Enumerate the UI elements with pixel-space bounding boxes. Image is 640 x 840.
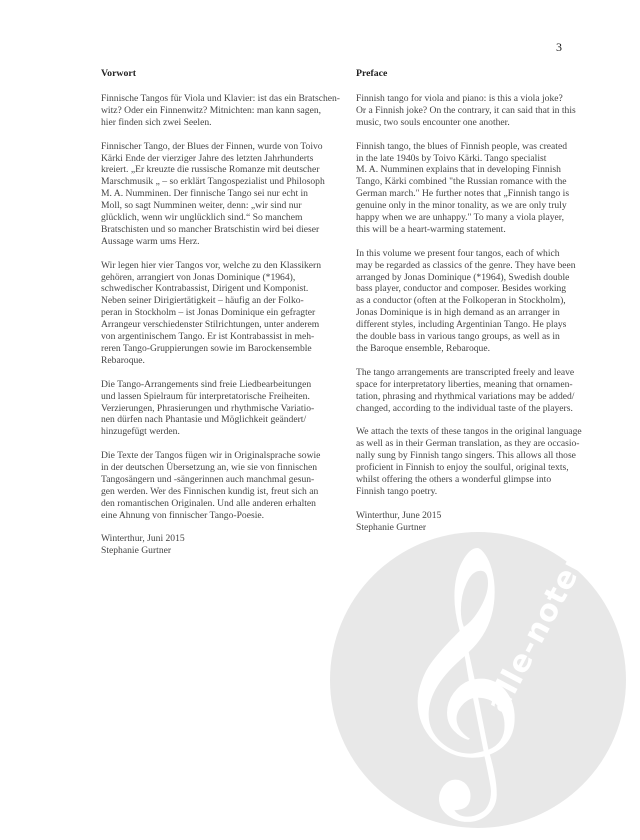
- text-line: this will be a heart-warming statement.: [356, 223, 506, 235]
- text-line: Tango, Kärki combined "the Russian romance with the: [356, 176, 567, 188]
- signature-block: [101, 533, 361, 557]
- text-line: Winterthur, June 2015: [356, 509, 442, 521]
- paragraph: [101, 450, 361, 521]
- watermark-text: alle-noten.de: [480, 491, 623, 719]
- text-line: Finnish tango poetry.: [356, 485, 438, 497]
- text-line: whilst offering the others a wonderful glimpse into: [356, 473, 552, 485]
- text-line: gen werden. Wer des Finnischen kundig ist, freut sich an: [101, 485, 319, 497]
- treble-clef-icon: 𝄞: [390, 543, 526, 810]
- paragraph: [101, 379, 361, 439]
- paragraph: [356, 93, 616, 129]
- text-line: The tango arrangements are transcripted freely and leave: [356, 366, 575, 378]
- text-line: Die Tango-Arrangements sind freie Liedbearbeitungen: [101, 378, 312, 390]
- signature-block: [356, 510, 616, 534]
- text-line: reren Tango-Gruppierungen sowie im Barockensemble: [101, 343, 312, 354]
- text-line: den romantischen Originalen. Und alle anderen erhalten: [101, 497, 316, 509]
- text-line: different styles, including Argentinian Tango. He plays: [356, 319, 567, 331]
- text-line: the double bass in various tango groups, as well as in: [356, 331, 560, 343]
- text-line: space for interpretatory liberties, meaning that ornamen-: [356, 378, 573, 390]
- german-column: [101, 68, 361, 569]
- text-line: M. A. Numminen. Der finnische Tango sei nur echt in: [101, 188, 308, 200]
- text-line: Finnische Tangos für Viola und Klavier: ist das ein Bratschen-: [101, 93, 340, 104]
- text-line: proficient in Finnish to enjoy the soulful, original texts,: [356, 462, 569, 474]
- text-line: Kärki Ende der vierziger Jahre des letzten Jahrhunderts: [101, 152, 314, 164]
- text-line: as a conductor (often at the Folkoperan in Stockholm),: [356, 295, 566, 307]
- section-heading-vorwort: Vorwort: [101, 68, 137, 79]
- text-line: Marschmusik „ – so erklärt Tangospezialist und Philosoph: [101, 176, 325, 188]
- text-line: We attach the texts of these tangos in the original language: [356, 426, 582, 438]
- text-line: arranged by Jonas Dominique (*1964), Swedish double: [356, 271, 570, 283]
- paragraph: [101, 93, 361, 129]
- text-line: Finnischer Tango, der Blues der Finnen, wurde von Toivo: [101, 140, 323, 152]
- text-line: und lassen Spielraum für interpretatorische Freiheiten.: [101, 390, 310, 402]
- text-line: Stephanie Gurtner: [356, 521, 427, 533]
- paragraph: [101, 141, 361, 248]
- text-line: schwedischer Kontrabassist, Dirigent und Komponist.: [101, 283, 309, 295]
- text-line: Jonas Dominique is in high demand as an arranger in: [356, 307, 560, 319]
- text-line: German march." He further notes that „Finnish tango is: [356, 188, 570, 200]
- text-line: Neben seiner Dirigiertätigkeit – häufig an der Folko-: [101, 295, 304, 307]
- text-line: Bratschisten und so mancher Bratschistin wird bei dieser: [101, 223, 320, 235]
- text-line: may be regarded as classics of the genre. They have been: [356, 259, 576, 271]
- text-line: nen dürfen nach Phantasie und Möglichkeit geändert/: [101, 414, 307, 426]
- text-line: as well as in their German translation, as they are occasio-: [356, 438, 580, 450]
- text-line: peran in Stockholm – ist Jonas Dominique ein gefragter: [101, 307, 316, 319]
- paragraph: [356, 248, 616, 355]
- text-line: hinzugefügt werden.: [101, 426, 180, 438]
- text-line: in the late 1940s by Toivo Kärki. Tango specialist: [356, 152, 547, 164]
- page-number: 3: [556, 40, 562, 54]
- text-line: kreiert. „Er kreuzte die russische Romanze mit deutscher: [101, 164, 320, 176]
- text-line: Or a Finnish joke? On the contrary, it can said that in this: [356, 104, 576, 116]
- english-column: [356, 68, 616, 545]
- text-line: the Baroque ensemble, Rebaroque.: [356, 343, 490, 354]
- text-line: Wir legen hier vier Tangos vor, welche zu den Klassikern: [101, 259, 322, 271]
- text-line: Rebaroque.: [101, 354, 145, 366]
- text-line: happy when we are unhappy." To many a viola player,: [356, 212, 564, 224]
- text-line: genuine only in the minor tonality, as we are only truly: [356, 200, 567, 212]
- text-line: nally sung by Finnish tango singers. This allows all those: [356, 450, 576, 462]
- text-line: bass player, conductor and composer. Besides working: [356, 283, 567, 295]
- section-heading-preface: Preface: [356, 68, 388, 79]
- text-line: gehören, arrangiert von Jonas Dominique (*1964),: [101, 271, 296, 283]
- text-line: glücklich, wenn wir unglücklich sind.“ So manchem: [101, 212, 303, 224]
- text-line: eine Ahnung von finnischer Tango-Poesie.: [101, 509, 265, 521]
- paragraph: [101, 260, 361, 367]
- text-line: In this volume we present four tangos, each of which: [356, 247, 560, 259]
- text-line: Arrangeur verschiedenster Stilrichtungen, unter anderem: [101, 319, 320, 331]
- text-line: Stephanie Gurtner: [101, 545, 172, 557]
- text-line: hier finden sich zwei Seelen.: [101, 116, 212, 128]
- text-line: changed, according to the individual taste of the players.: [356, 402, 573, 414]
- paragraph: [356, 141, 616, 236]
- text-line: Aussage warm ums Herz.: [101, 235, 200, 247]
- text-line: music, two souls encounter one another.: [356, 116, 510, 128]
- paragraph: [356, 367, 616, 415]
- text-line: M. A. Numminen explains that in developing Finnish: [356, 164, 561, 176]
- text-line: Finnish tango for viola and piano: is this a viola joke?: [356, 93, 563, 104]
- text-line: in der deutschen Übersetzung an, wie sie von finnischen: [101, 462, 318, 474]
- text-line: witz? Oder ein Finnenwitz? Mitnichten: man kann sagen,: [101, 104, 322, 116]
- text-line: Winterthur, Juni 2015: [101, 533, 185, 545]
- text-line: Finnish tango, the blues of Finnish people, was created: [356, 140, 568, 152]
- paragraph: [356, 426, 616, 497]
- text-line: Verzierungen, Phrasierungen und rhythmische Variatio-: [101, 402, 315, 414]
- text-line: Tangosängern und -sängerinnen auch manchmal gesun-: [101, 473, 315, 485]
- text-line: von argentinischem Tango. Er ist Kontrabassist in meh-: [101, 331, 315, 343]
- text-line: tation, phrasing and rhythmical variations may be added/: [356, 390, 575, 402]
- text-line: Moll, so sagt Numminen weiter, denn: „wir sind nur: [101, 200, 302, 212]
- text-line: Die Texte der Tangos fügen wir in Originalsprache sowie: [101, 450, 321, 462]
